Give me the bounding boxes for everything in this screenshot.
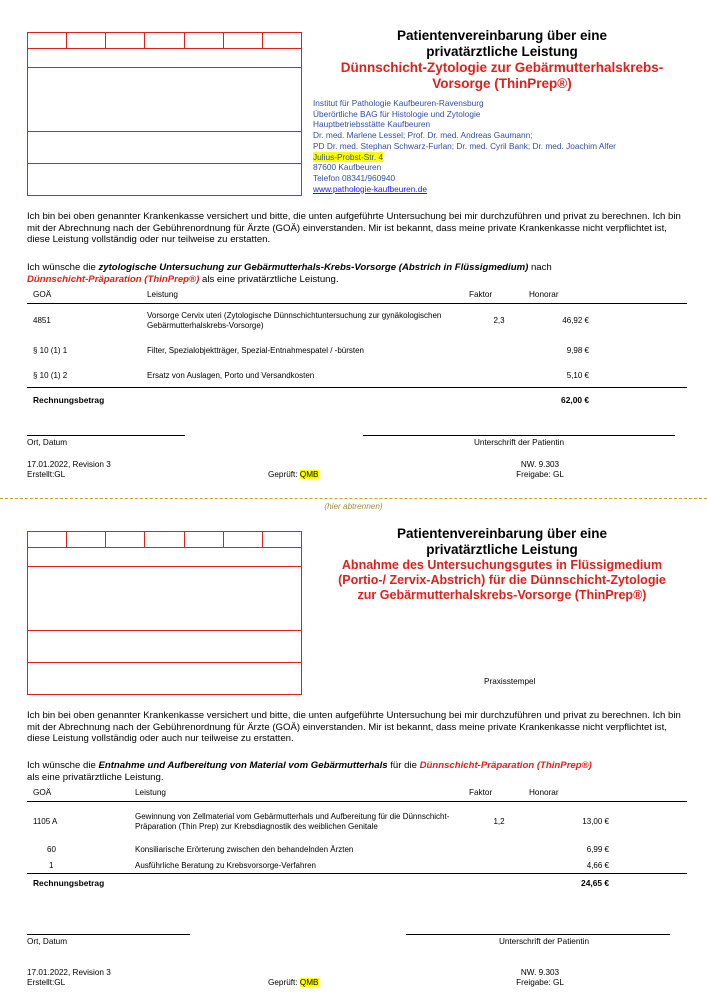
total-row: Rechnungsbetrag 62,00 € [27, 388, 687, 412]
form-title-2: Patientenvereinbarung über eine privatärztliche Leistung Abnahme des Untersuchungsgutes in Flüssigmedium (Portio-/ Zervix-Abstrich) für die Dünnschicht-Zytologie zur Gebärmutterhalskrebs-Vorsorge (ThinPrep®) [338, 526, 666, 602]
checked-by-2: Geprüft: QMB [268, 978, 319, 987]
street-address: Julius-Probst-Str. 4 [313, 151, 384, 162]
place-date-line-2 [27, 934, 190, 935]
institute-address: Institut für Pathologie Kaufbeuren-Ravensburg Überörtliche BAG für Histologie und Zytologie Hauptbetriebsstätte Kaufbeuren Dr. med. Marlene Lessel; Prof. Dr. med. Andreas Gaumann; PD Dr. med. Stephan Schwarz-Furlan; Dr. med. Cyril Bank; Dr. med. Joachim Alfer Julius-Probst-Str. 4 87600 Kaufbeuren Telefon 08341/960940 www.pathologie-kaufbeuren.de [313, 98, 616, 194]
table-row: § 10 (1) 2 Ersatz von Auslagen, Porto und Versandkosten 5,10 € [33, 370, 589, 380]
table-row: 1 Ausführliche Beratung zu Krebsvorsorge-Verfahren 4,66 € [49, 860, 609, 870]
consent-text-2: Ich bin bei oben genannter Krankenkasse versichert und bitte, die unten aufgeführte Untersuchung bei mir durchzuführen und privat zu berechnen. Ich bin mit der Abrechnung nach der Gebührenordnung für Ärzte (GOÄ) einverstanden. Mir ist bekannt, dass meine private Krankenkasse nicht verpflichtet ist, diese Leistung vollständig oder auch nur teilweise zu erstatten. [27, 710, 681, 744]
cut-label: (hier abtrennen) [324, 502, 383, 511]
table-row: 60 Konsiliarische Erörterung zwischen den behandelnden Ärzten 6,99 € [47, 845, 609, 854]
total-row-2: Rechnungsbetrag 24,65 € [27, 874, 687, 892]
phone-number: Telefon 08341/960940 [313, 172, 396, 183]
signature-line [363, 435, 675, 436]
revision-info-2: 17.01.2022, Revision 3 Erstellt:GL [27, 968, 111, 987]
signature-line-2 [406, 934, 670, 935]
signature-label: Unterschrift der Patientin [473, 438, 565, 447]
insurance-number-cells [28, 33, 301, 49]
checked-by: Geprüft: QMB [268, 470, 319, 479]
table-row: 1105 A Gewinnung von Zellmaterial vom Gebärmutterhals und Aufbereitung für die Dünnschicht-Präparation (Thin Prep) zur Krebsdiagnostik des weiblichen Genitale 1,2 13,00 € [33, 811, 609, 831]
place-date-line [27, 435, 185, 436]
revision-info: 17.01.2022, Revision 3 Erstellt:GL [27, 460, 111, 479]
approval-info-2: NW. 9.303 Freigabe: GL [516, 968, 564, 987]
place-date-label: Ort, Datum [27, 438, 68, 447]
fee-table: GOÄ Leistung Faktor Honorar 4851 Vorsorge Cervix uteri (Zytologische Dünnschichtuntersuchung zur gynäkologischen Gebärmutterhalskrebs-Vorsorge) 2,3 46,92 € § 10 (1) 1 Filter, Spezialobjektträger, Spezial-Entnahmespatel / -bürsten 9,98 € § 10 (1) 2 Ersatz von Auslagen, Porto und Versandkosten 5,10 € Rechnungsbetrag 62,00 € [27, 288, 687, 412]
consent-text: Ich bin bei oben genannter Krankenkasse versichert und bitte, die unten aufgeführte Untersuchung bei mir durchzuführen und privat zu berechnen. Ich bin mit der Abrechnung nach der Gebührenordnung für Ärzte (GOÄ) einverstanden. Mir ist bekannt, dass meine private Krankenkasse nicht verpflichtet ist, diese Leistung vollständig oder nur teilweise zu erstatten. [27, 211, 681, 245]
fee-table-2: GOÄ Leistung Faktor Honorar 1105 A Gewinnung von Zellmaterial vom Gebärmutterhals und Aufbereitung für die Dünnschicht-Präparation (Thin Prep) zur Krebsdiagnostik des weiblichen Genitale 1,2 13,00 € 60 Konsiliarische Erörterung zwischen den behandelnden Ärzten 6,99 € 1 Ausführliche Beratung zu Krebsvorsorge-Verfahren 4,66 € Rechnungsbetrag 24,65 € [27, 786, 687, 892]
wish-text: Ich wünsche die zytologische Untersuchung zur Gebärmutterhals-Krebs-Vorsorge (Abstrich in Flüssigmedium) nach Dünnschicht-Präparation (ThinPrep®) als eine privatärztliche Leistung. [27, 262, 552, 285]
wish-text-2: Ich wünsche die Entnahme und Aufbereitung von Material vom Gebärmutterhals für die Dünnschicht-Präparation (ThinPrep®) als eine privatärztliche Leistung. [27, 760, 592, 783]
website-link[interactable]: www.pathologie-kaufbeuren.de [313, 183, 427, 194]
practice-stamp-label: Praxisstempel [484, 677, 536, 686]
cut-line [0, 498, 707, 499]
place-date-label-2: Ort, Datum [27, 937, 68, 946]
table-row: § 10 (1) 1 Filter, Spezialobjektträger, Spezial-Entnahmespatel / -bürsten 9,98 € [33, 346, 589, 355]
insurance-number-cells-2 [28, 532, 301, 548]
insurance-form-box [27, 32, 302, 196]
approval-info: NW. 9.303 Freigabe: GL [516, 460, 564, 479]
insurance-form-box-2 [27, 531, 302, 695]
table-row: 4851 Vorsorge Cervix uteri (Zytologische Dünnschichtuntersuchung zur gynäkologischen Gebärmutterhalskrebs-Vorsorge) 2,3 46,92 € [33, 310, 589, 330]
signature-label-2: Unterschrift der Patientin [498, 937, 590, 946]
form-title: Patientenvereinbarung über eine privatärztliche Leistung Dünnschicht-Zytologie zur Gebärmutterhalskrebs- Vorsorge (ThinPrep®) [340, 28, 664, 91]
